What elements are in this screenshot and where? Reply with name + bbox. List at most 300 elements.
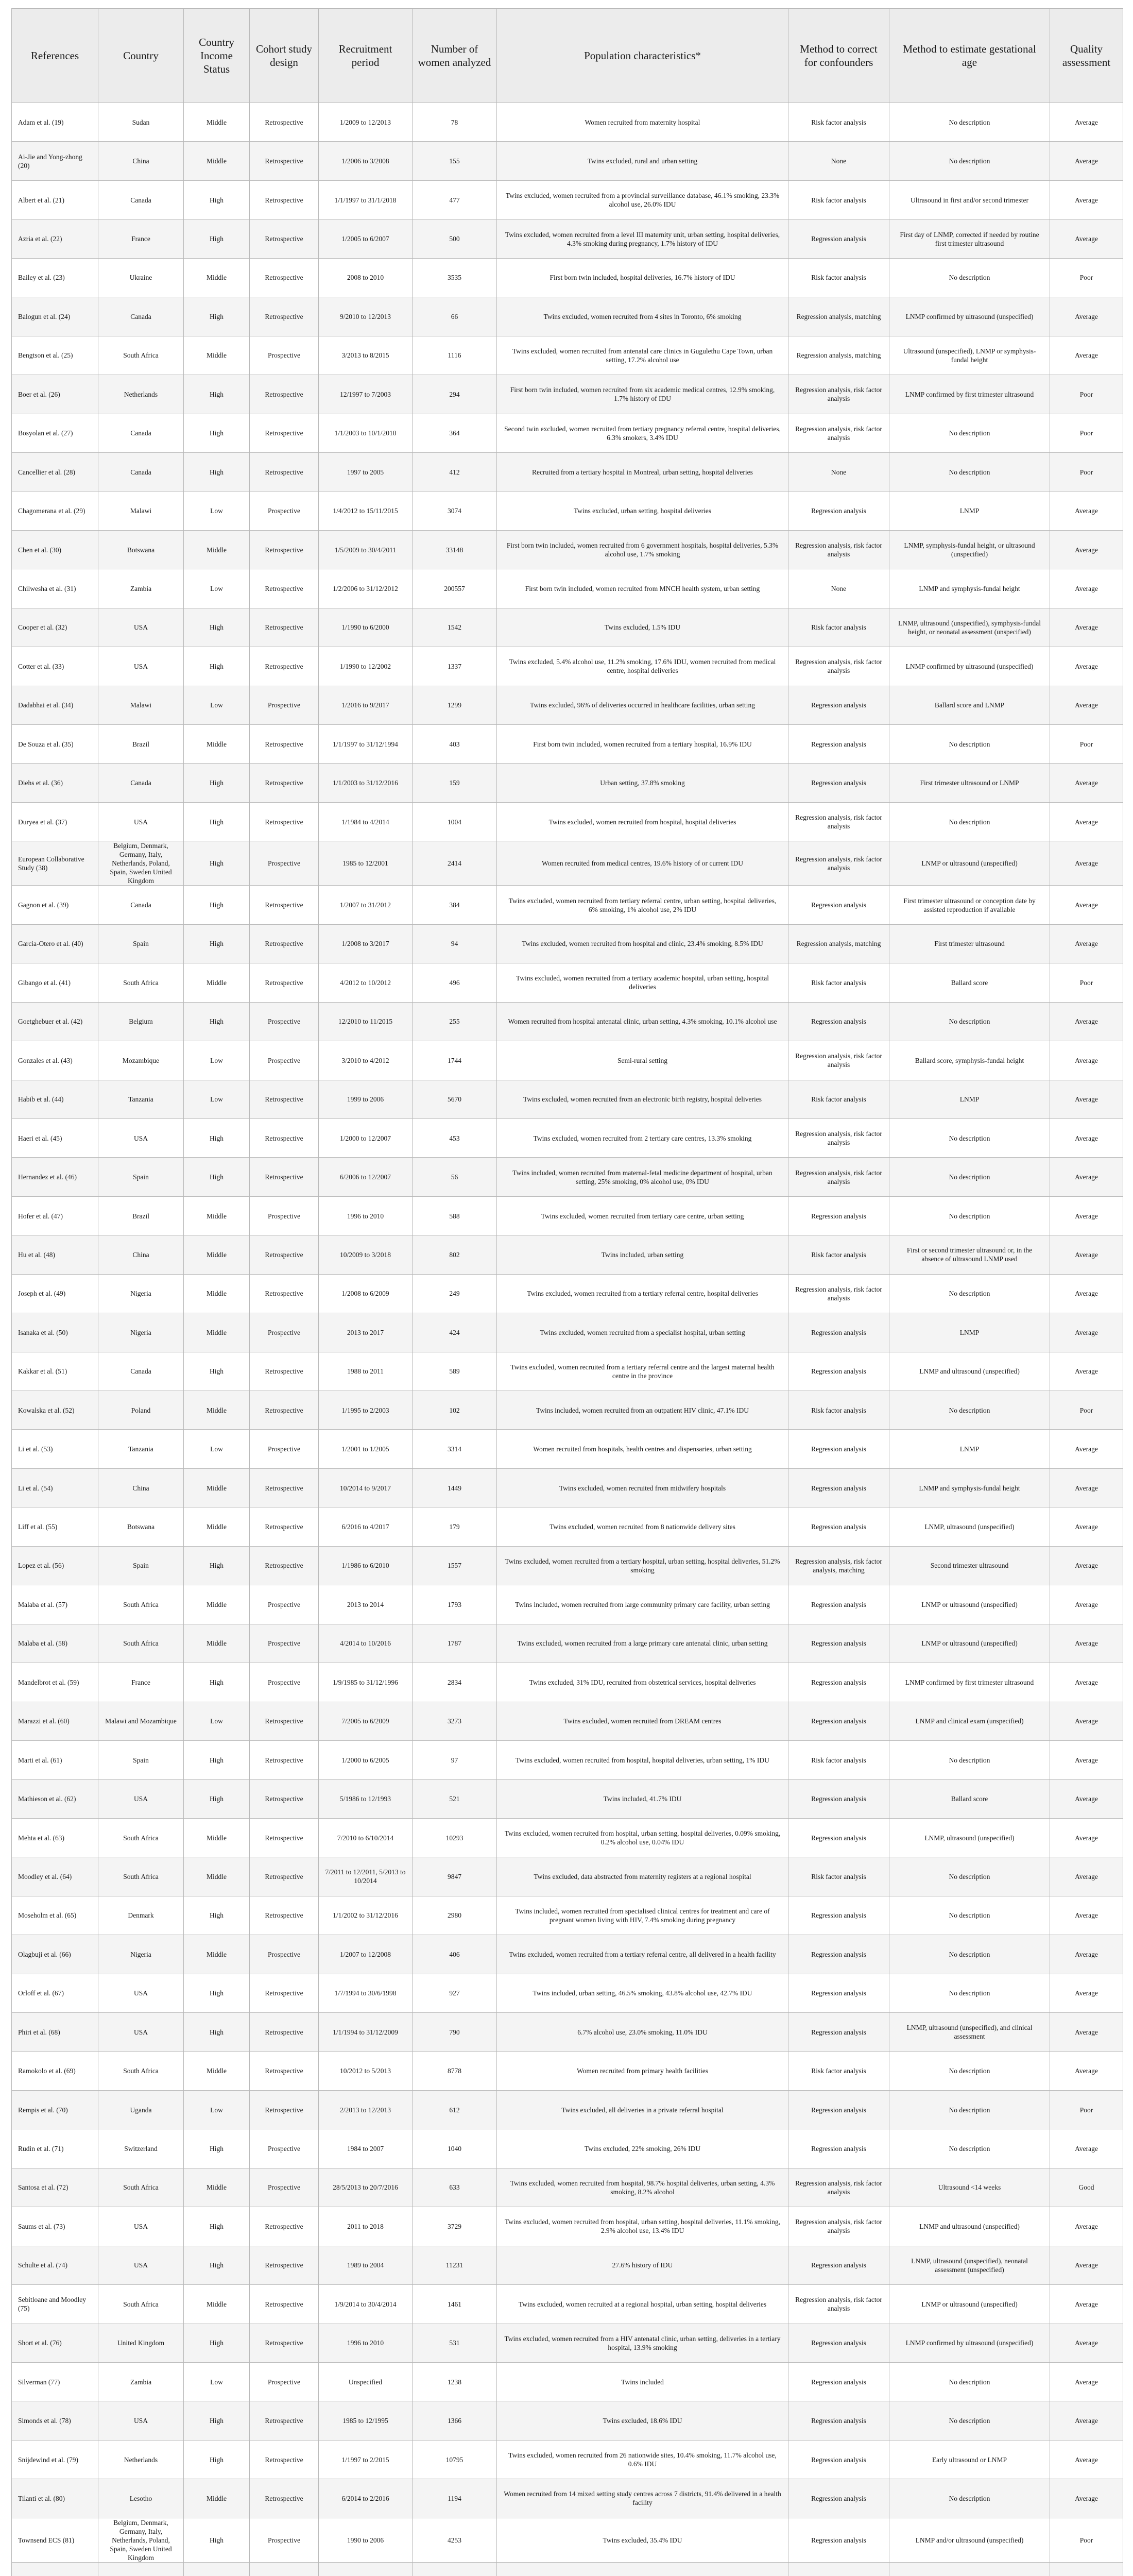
table-row — [12, 2518, 1123, 2562]
reference-cell: Isanaka et al. (50) — [12, 1313, 98, 1352]
gestational-age-method-cell: First trimester ultrasound or LNMP — [889, 764, 1050, 802]
women-analyzed-cell: 8778 — [413, 2052, 497, 2090]
reference-cell: Cancellier et al. (28) — [12, 452, 98, 491]
reference-cell: Garcia-Otero et al. (40) — [12, 924, 98, 963]
women-analyzed-cell: 94 — [413, 924, 497, 963]
women-analyzed-cell: 155 — [413, 142, 497, 180]
income-status-cell: High — [184, 414, 250, 452]
quality-cell: Average — [1050, 1002, 1123, 1041]
study-design-cell: Retrospective — [250, 886, 319, 924]
table-row — [12, 2013, 1123, 2052]
women-analyzed-cell: 406 — [413, 1935, 497, 1974]
reference-cell: Hofer et al. (47) — [12, 1196, 98, 1235]
table-row — [12, 1274, 1123, 1313]
confounder-method-cell: Regression analysis — [788, 1896, 889, 1935]
recruitment-period-cell: 1/1/1997 to 31/1/2018 — [319, 180, 413, 219]
recruitment-period-cell: 1/1/2002 to 31/12/2016 — [319, 1896, 413, 1935]
women-analyzed-cell: 2980 — [413, 1896, 497, 1935]
column-header: Country Income Status — [184, 9, 250, 103]
confounder-method-cell: Regression analysis — [788, 2518, 889, 2562]
country-cell: Nigeria — [98, 1313, 184, 1352]
table-row — [12, 2052, 1123, 2090]
table-row — [12, 2168, 1123, 2207]
population-cell: Twins excluded, women recruited from a large primary care antenatal clinic, urban setting — [497, 1624, 788, 1663]
women-analyzed-cell: 1744 — [413, 1041, 497, 1080]
confounder-method-cell: Regression analysis — [788, 686, 889, 724]
women-analyzed-cell: 10293 — [413, 1818, 497, 1857]
quality-cell: Poor — [1050, 1391, 1123, 1430]
confounder-method-cell: Regression analysis — [788, 1780, 889, 1818]
study-design-cell: Prospective — [250, 1196, 319, 1235]
quality-cell: Average — [1050, 142, 1123, 180]
reference-cell: Gonzales et al. (43) — [12, 1041, 98, 1080]
confounder-method-cell: Regression analysis — [788, 2362, 889, 2401]
reference-cell: Phiri et al. (68) — [12, 2013, 98, 2052]
table-row — [12, 1313, 1123, 1352]
country-cell: Switzerland — [98, 2129, 184, 2168]
column-header: Recruitment period — [319, 9, 413, 103]
women-analyzed-cell: 477 — [413, 180, 497, 219]
population-cell: First born twin included, women recruited from six academic medical centres, 12.9% smoking, 1.7% history of IDU — [497, 375, 788, 414]
study-design-cell: Prospective — [250, 2518, 319, 2562]
income-status-cell: Middle — [184, 530, 250, 569]
women-analyzed-cell: 1449 — [413, 1468, 497, 1507]
study-design-cell: Retrospective — [250, 1080, 319, 1118]
recruitment-period-cell: 10/2014 to 9/2017 — [319, 1468, 413, 1507]
country-cell: South Africa — [98, 963, 184, 1002]
income-status-cell: Low — [184, 2362, 250, 2401]
population-cell: Twins excluded, women recruited from hospital, urban setting, hospital deliveries, 0.09% smoking, 0.2% alcohol use, 0.04% IDU — [497, 1818, 788, 1857]
quality-cell: Average — [1050, 1468, 1123, 1507]
population-cell: Twins excluded, 22% smoking, 26% IDU — [497, 2129, 788, 2168]
table-row — [12, 2362, 1123, 2401]
table-row — [12, 802, 1123, 841]
confounder-method-cell: Risk factor analysis — [788, 1080, 889, 1118]
quality-cell: Poor — [1050, 2518, 1123, 2562]
table-row — [12, 1468, 1123, 1507]
confounder-method-cell: Regression analysis — [788, 1935, 889, 1974]
study-design-cell: Prospective — [250, 2168, 319, 2207]
income-status-cell: High — [184, 764, 250, 802]
quality-cell: Average — [1050, 1507, 1123, 1546]
recruitment-period-cell: 6/2006 to 12/2007 — [319, 1158, 413, 1196]
quality-cell: Average — [1050, 1663, 1123, 1702]
table-row — [12, 608, 1123, 647]
women-analyzed-cell: 588 — [413, 1196, 497, 1235]
country-cell: Botswana — [98, 1507, 184, 1546]
study-design-cell: Prospective — [250, 1002, 319, 1041]
study-design-cell: Retrospective — [250, 802, 319, 841]
recruitment-period-cell: 1/9/1985 to 31/12/1996 — [319, 1663, 413, 1702]
quality-cell: Poor — [1050, 2090, 1123, 2129]
income-status-cell: High — [184, 2401, 250, 2440]
gestational-age-method-cell: No description — [889, 258, 1050, 297]
recruitment-period-cell: 7/2005 to 6/2009 — [319, 1702, 413, 1740]
women-analyzed-cell: 633 — [413, 2168, 497, 2207]
quality-cell: Average — [1050, 1430, 1123, 1468]
table-row — [12, 886, 1123, 924]
gestational-age-method-cell: No description — [889, 452, 1050, 491]
table-row — [12, 1740, 1123, 1779]
country-cell: Mozambique — [98, 1041, 184, 1080]
recruitment-period-cell: 1/2/2006 to 31/12/2012 — [319, 569, 413, 608]
table-row — [12, 414, 1123, 452]
gestational-age-method-cell: Ultrasound in first and/or second trimester — [889, 180, 1050, 219]
table-row — [12, 2090, 1123, 2129]
income-status-cell: Middle — [184, 2285, 250, 2324]
study-design-cell: Retrospective — [250, 142, 319, 180]
income-status-cell: Middle — [184, 1507, 250, 1546]
income-status-cell: High — [184, 1546, 250, 1585]
quality-cell: Average — [1050, 1702, 1123, 1740]
gestational-age-method-cell: No description — [889, 1740, 1050, 1779]
income-status-cell — [184, 2562, 250, 2576]
reference-cell: Albert et al. (21) — [12, 180, 98, 219]
quality-cell: Poor — [1050, 258, 1123, 297]
country-cell: Spain — [98, 1158, 184, 1196]
quality-cell: Average — [1050, 647, 1123, 686]
gestational-age-method-cell: No description — [889, 1857, 1050, 1896]
table-row — [12, 1041, 1123, 1080]
reference-cell: Olagbuji et al. (66) — [12, 1935, 98, 1974]
women-analyzed-cell: 5670 — [413, 1080, 497, 1118]
income-status-cell: Low — [184, 1041, 250, 1080]
population-cell: Twins included, 41.7% IDU — [497, 1780, 788, 1818]
gestational-age-method-cell: LNMP and ultrasound (unspecified) — [889, 1352, 1050, 1391]
population-cell: Twins excluded, women recruited from a provincial surveillance database, 46.1% smoking, 23.3% alcohol use, 26.0% IDU — [497, 180, 788, 219]
gestational-age-method-cell: No description — [889, 2052, 1050, 2090]
reference-cell: Chen et al. (30) — [12, 530, 98, 569]
quality-cell: Poor — [1050, 414, 1123, 452]
women-analyzed-cell: 3074 — [413, 492, 497, 530]
country-cell: Canada — [98, 764, 184, 802]
table-row — [12, 963, 1123, 1002]
gestational-age-method-cell: Ballard score — [889, 963, 1050, 1002]
study-design-cell: Retrospective — [250, 219, 319, 258]
women-analyzed-cell: 3314 — [413, 1430, 497, 1468]
reference-cell: Bailey et al. (23) — [12, 258, 98, 297]
gestational-age-method-cell: LNMP or ultrasound (unspecified) — [889, 1624, 1050, 1663]
confounder-method-cell: None — [788, 142, 889, 180]
quality-cell: Average — [1050, 569, 1123, 608]
gestational-age-method-cell: No description — [889, 414, 1050, 452]
gestational-age-method-cell: LNMP, ultrasound (unspecified) — [889, 1507, 1050, 1546]
population-cell: Twins excluded, women recruited from a tertiary referral centre and the largest maternal health centre in the province — [497, 1352, 788, 1391]
income-status-cell: Low — [184, 1702, 250, 1740]
population-cell: First born twin included, women recruited from a tertiary hospital, 16.9% IDU — [497, 725, 788, 764]
recruitment-period-cell: 7/2011 to 12/2011, 5/2013 to 10/2014 — [319, 1857, 413, 1896]
column-header: Cohort study design — [250, 9, 319, 103]
women-analyzed-cell: 9847 — [413, 1857, 497, 1896]
confounder-method-cell: Risk factor analysis — [788, 180, 889, 219]
gestational-age-method-cell: LNMP — [889, 1313, 1050, 1352]
women-analyzed-cell: 496 — [413, 963, 497, 1002]
gestational-age-method-cell: LNMP or ultrasound (unspecified) — [889, 2285, 1050, 2324]
reference-cell: Bengtson et al. (25) — [12, 336, 98, 375]
women-analyzed-cell: 11231 — [413, 2246, 497, 2284]
population-cell: Twins excluded, women recruited from hospital, hospital deliveries — [497, 802, 788, 841]
country-cell: South Africa — [98, 2052, 184, 2090]
gestational-age-method-cell: LNMP confirmed by first trimester ultrasound — [889, 1663, 1050, 1702]
income-status-cell: Low — [184, 492, 250, 530]
recruitment-period-cell: 2013 to 2014 — [319, 1585, 413, 1624]
population-cell: Twins excluded, women recruited from a specialist hospital, urban setting — [497, 1313, 788, 1352]
gestational-age-method-cell: LNMP and symphysis-fundal height — [889, 1468, 1050, 1507]
population-cell: Twins excluded, women recruited from hospital, hospital deliveries, urban setting, 1% IDU — [497, 1740, 788, 1779]
gestational-age-method-cell: No description — [889, 2090, 1050, 2129]
column-header: Quality assessment — [1050, 9, 1123, 103]
population-cell: Twins excluded, women recruited from antenatal care clinics in Gugulethu Cape Town, urban setting, 17.2% alcohol use — [497, 336, 788, 375]
population-cell: Twins excluded, women recruited from a tertiary referral centre, hospital deliveries — [497, 1274, 788, 1313]
study-design-cell: Retrospective — [250, 1896, 319, 1935]
gestational-age-method-cell: Second trimester ultrasound — [889, 1546, 1050, 1585]
gestational-age-method-cell: No description — [889, 142, 1050, 180]
women-analyzed-cell: 802 — [413, 1235, 497, 1274]
reference-cell: Kowalska et al. (52) — [12, 1391, 98, 1430]
confounder-method-cell: Regression analysis, risk factor analysis — [788, 530, 889, 569]
study-design-cell: Retrospective — [250, 2246, 319, 2284]
recruitment-period-cell: 1/1/1994 to 31/12/2009 — [319, 2013, 413, 2052]
income-status-cell: High — [184, 647, 250, 686]
table-row — [12, 336, 1123, 375]
reference-cell: Duryea et al. (37) — [12, 802, 98, 841]
population-cell: Twins included, urban setting — [497, 1235, 788, 1274]
women-analyzed-cell: 927 — [413, 1974, 497, 2012]
quality-cell: Average — [1050, 2324, 1123, 2362]
gestational-age-method-cell: Ultrasound (unspecified), LNMP or symphysis-fundal height — [889, 336, 1050, 375]
country-cell: Canada — [98, 886, 184, 924]
population-cell: Women recruited from maternity hospital — [497, 103, 788, 142]
gestational-age-method-cell: No description — [889, 1196, 1050, 1235]
gestational-age-method-cell: No description — [889, 1274, 1050, 1313]
country-cell: Malawi — [98, 492, 184, 530]
quality-cell: Average — [1050, 1235, 1123, 1274]
income-status-cell: Middle — [184, 1468, 250, 1507]
reference-cell: Cotter et al. (33) — [12, 647, 98, 686]
study-design-cell: Retrospective — [250, 1740, 319, 1779]
reference-cell: Simonds et al. (78) — [12, 2401, 98, 2440]
population-cell: Twins excluded, women recruited from hospital, urban setting, hospital deliveries, 11.1% smoking, 2.9% alcohol use, 13.4% IDU — [497, 2207, 788, 2246]
table-row — [12, 1857, 1123, 1896]
women-analyzed-cell: 1557 — [413, 1546, 497, 1585]
gestational-age-method-cell: LNMP and clinical exam (unspecified) — [889, 1702, 1050, 1740]
income-status-cell: Middle — [184, 1818, 250, 1857]
recruitment-period-cell: 1985 to 12/2001 — [319, 841, 413, 886]
recruitment-period-cell: 1/1997 to 2/2015 — [319, 2440, 413, 2479]
reference-cell: Ramokolo et al. (69) — [12, 2052, 98, 2090]
population-cell: Women recruited from medical centres, 19.6% history of or current IDU — [497, 841, 788, 886]
recruitment-period-cell: 1/2005 to 6/2007 — [319, 219, 413, 258]
country-cell: Malawi — [98, 686, 184, 724]
reference-cell: Diehs et al. (36) — [12, 764, 98, 802]
recruitment-period-cell: 10/2009 to 3/2018 — [319, 1235, 413, 1274]
income-status-cell: Middle — [184, 1313, 250, 1352]
reference-cell: Goetghebuer et al. (42) — [12, 1002, 98, 1041]
country-cell: Belgium, Denmark, Germany, Italy, Netherlands, Poland, Spain, Sweden United Kingdom — [98, 2518, 184, 2562]
population-cell: Twins excluded, rural and urban setting — [497, 142, 788, 180]
income-status-cell: High — [184, 2207, 250, 2246]
confounder-method-cell: Regression analysis — [788, 1585, 889, 1624]
population-cell: Twins excluded, women recruited from an electronic birth registry, hospital deliveries — [497, 1080, 788, 1118]
recruitment-period-cell: 1/2006 to 3/2008 — [319, 142, 413, 180]
table-row — [12, 2440, 1123, 2479]
gestational-age-method-cell: LNMP — [889, 1430, 1050, 1468]
country-cell: United Kingdom — [98, 2324, 184, 2362]
reference-cell: Bosyolan et al. (27) — [12, 414, 98, 452]
table-row — [12, 297, 1123, 336]
country-cell: Lesotho — [98, 2479, 184, 2518]
study-design-cell: Prospective — [250, 1585, 319, 1624]
country-cell: USA — [98, 2246, 184, 2284]
population-cell: First born twin included, women recruited from 6 government hospitals, hospital deliveries, 5.3% alcohol use, 1.7% smoking — [497, 530, 788, 569]
recruitment-period-cell: 2011 to 2018 — [319, 2207, 413, 2246]
income-status-cell: High — [184, 1780, 250, 1818]
country-cell: Botswana — [98, 530, 184, 569]
country-cell: South Africa — [98, 1857, 184, 1896]
table-row — [12, 1818, 1123, 1857]
income-status-cell: Middle — [184, 103, 250, 142]
confounder-method-cell: Regression analysis — [788, 2013, 889, 2052]
women-analyzed-cell — [413, 2562, 497, 2576]
population-cell: Women recruited from hospital antenatal clinic, urban setting, 4.3% smoking, 10.1% alcohol use — [497, 1002, 788, 1041]
quality-cell: Average — [1050, 2401, 1123, 2440]
confounder-method-cell: Regression analysis, risk factor analysis — [788, 375, 889, 414]
quality-cell: Average — [1050, 1080, 1123, 1118]
gestational-age-method-cell: LNMP, ultrasound (unspecified), symphysis-fundal height, or neonatal assessment (unspecified) — [889, 608, 1050, 647]
quality-cell: Average — [1050, 1196, 1123, 1235]
income-status-cell: High — [184, 1352, 250, 1391]
gestational-age-method-cell: No description — [889, 1002, 1050, 1041]
women-analyzed-cell: 1542 — [413, 608, 497, 647]
confounder-method-cell: Regression analysis, risk factor analysis — [788, 1274, 889, 1313]
quality-cell: Average — [1050, 2285, 1123, 2324]
population-cell: Twins included, women recruited from an outpatient HIV clinic, 47.1% IDU — [497, 1391, 788, 1430]
income-status-cell: High — [184, 2246, 250, 2284]
population-cell: Twins excluded, women recruited from 4 sites in Toronto, 6% smoking — [497, 297, 788, 336]
quality-cell: Average — [1050, 297, 1123, 336]
confounder-method-cell: Regression analysis — [788, 1352, 889, 1391]
quality-cell: Poor — [1050, 725, 1123, 764]
quality-cell: Average — [1050, 2246, 1123, 2284]
quality-cell: Average — [1050, 1546, 1123, 1585]
study-design-cell: Retrospective — [250, 180, 319, 219]
country-cell: Nigeria — [98, 1935, 184, 1974]
income-status-cell: High — [184, 1740, 250, 1779]
income-status-cell: Low — [184, 1080, 250, 1118]
table-row — [12, 841, 1123, 886]
confounder-method-cell: Risk factor analysis — [788, 608, 889, 647]
gestational-age-method-cell: LNMP confirmed by ultrasound (unspecified) — [889, 297, 1050, 336]
population-cell: 6.7% alcohol use, 23.0% smoking, 11.0% IDU — [497, 2013, 788, 2052]
women-analyzed-cell: 1299 — [413, 686, 497, 724]
reference-cell: Rudin et al. (71) — [12, 2129, 98, 2168]
reference-cell: Schulte et al. (74) — [12, 2246, 98, 2284]
table-row — [12, 1002, 1123, 1041]
women-analyzed-cell: 453 — [413, 1118, 497, 1157]
income-status-cell: High — [184, 180, 250, 219]
women-analyzed-cell: 97 — [413, 1740, 497, 1779]
country-cell: Poland — [98, 1391, 184, 1430]
gestational-age-method-cell: No description — [889, 1158, 1050, 1196]
confounder-method-cell: Risk factor analysis — [788, 1857, 889, 1896]
population-cell: Twins excluded, 5.4% alcohol use, 11.2% smoking, 17.6% IDU, women recruited from medical centre, hospital deliveries — [497, 647, 788, 686]
study-design-cell: Retrospective — [250, 2440, 319, 2479]
quality-cell: Average — [1050, 802, 1123, 841]
confounder-method-cell: Regression analysis, risk factor analysis — [788, 1158, 889, 1196]
quality-cell: Average — [1050, 686, 1123, 724]
study-design-cell: Retrospective — [250, 1118, 319, 1157]
recruitment-period-cell: 1/1/2003 to 31/12/2016 — [319, 764, 413, 802]
page — [11, 8, 1123, 2576]
country-cell: South Africa — [98, 1818, 184, 1857]
women-analyzed-cell: 2834 — [413, 1663, 497, 1702]
country-cell: USA — [98, 2013, 184, 2052]
women-analyzed-cell: 2414 — [413, 841, 497, 886]
confounder-method-cell: Risk factor analysis — [788, 1235, 889, 1274]
country-cell: Spain — [98, 924, 184, 963]
study-design-cell: Retrospective — [250, 569, 319, 608]
study-design-cell: Retrospective — [250, 258, 319, 297]
country-cell: Canada — [98, 414, 184, 452]
reference-cell: Marti et al. (61) — [12, 1740, 98, 1779]
recruitment-period-cell: 12/2010 to 11/2015 — [319, 1002, 413, 1041]
confounder-method-cell: Regression analysis — [788, 1430, 889, 1468]
women-analyzed-cell: 56 — [413, 1158, 497, 1196]
study-design-cell: Retrospective — [250, 924, 319, 963]
confounder-method-cell: Regression analysis, risk factor analysis — [788, 1118, 889, 1157]
confounder-method-cell: Regression analysis — [788, 492, 889, 530]
income-status-cell: Middle — [184, 725, 250, 764]
confounder-method-cell: Regression analysis — [788, 1974, 889, 2012]
population-cell: Twins excluded, women recruited from a tertiary referral centre, all delivered in a health facility — [497, 1935, 788, 1974]
quality-cell: Average — [1050, 1780, 1123, 1818]
confounder-method-cell: Regression analysis, matching — [788, 297, 889, 336]
population-cell: Twins included, women recruited from specialised clinical centres for treatment and care of pregnant women living with HIV, 7.4% smoking during pregnancy — [497, 1896, 788, 1935]
recruitment-period-cell: 9/2010 to 12/2013 — [319, 297, 413, 336]
study-design-cell — [250, 2562, 319, 2576]
study-design-cell: Retrospective — [250, 1158, 319, 1196]
country-cell: Spain — [98, 1546, 184, 1585]
reference-cell: Chagomerana et al. (29) — [12, 492, 98, 530]
population-cell: Twins excluded, women recruited from midwifery hospitals — [497, 1468, 788, 1507]
country-cell: France — [98, 1663, 184, 1702]
study-design-cell: Retrospective — [250, 103, 319, 142]
population-cell: Twins excluded, women recruited from hospital, 98.7% hospital deliveries, urban setting, 4.3% smoking, 8.2% alcohol — [497, 2168, 788, 2207]
gestational-age-method-cell: LNMP or ultrasound (unspecified) — [889, 1585, 1050, 1624]
confounder-method-cell: Regression analysis — [788, 725, 889, 764]
quality-cell: Average — [1050, 219, 1123, 258]
country-cell: Tanzania — [98, 1080, 184, 1118]
gestational-age-method-cell: LNMP and symphysis-fundal height — [889, 569, 1050, 608]
reference-cell: Malaba et al. (57) — [12, 1585, 98, 1624]
income-status-cell: High — [184, 1002, 250, 1041]
study-design-cell: Retrospective — [250, 1974, 319, 2012]
quality-cell: Average — [1050, 1896, 1123, 1935]
women-analyzed-cell: 500 — [413, 219, 497, 258]
table-row — [12, 686, 1123, 724]
table-row — [12, 219, 1123, 258]
population-cell: Twins excluded, women recruited from tertiary referral centre, urban setting, hospital deliveries, 6% smoking, 1% alcohol use, 2% IDU — [497, 886, 788, 924]
recruitment-period-cell: 12/1997 to 7/2003 — [319, 375, 413, 414]
income-status-cell: High — [184, 1663, 250, 1702]
recruitment-period-cell: 1/9/2014 to 30/4/2014 — [319, 2285, 413, 2324]
quality-cell: Poor — [1050, 375, 1123, 414]
women-analyzed-cell: 1461 — [413, 2285, 497, 2324]
reference-cell: Gagnon et al. (39) — [12, 886, 98, 924]
country-cell: Spain — [98, 1740, 184, 1779]
table-row — [12, 1430, 1123, 1468]
population-cell: Twins excluded, 1.5% IDU — [497, 608, 788, 647]
